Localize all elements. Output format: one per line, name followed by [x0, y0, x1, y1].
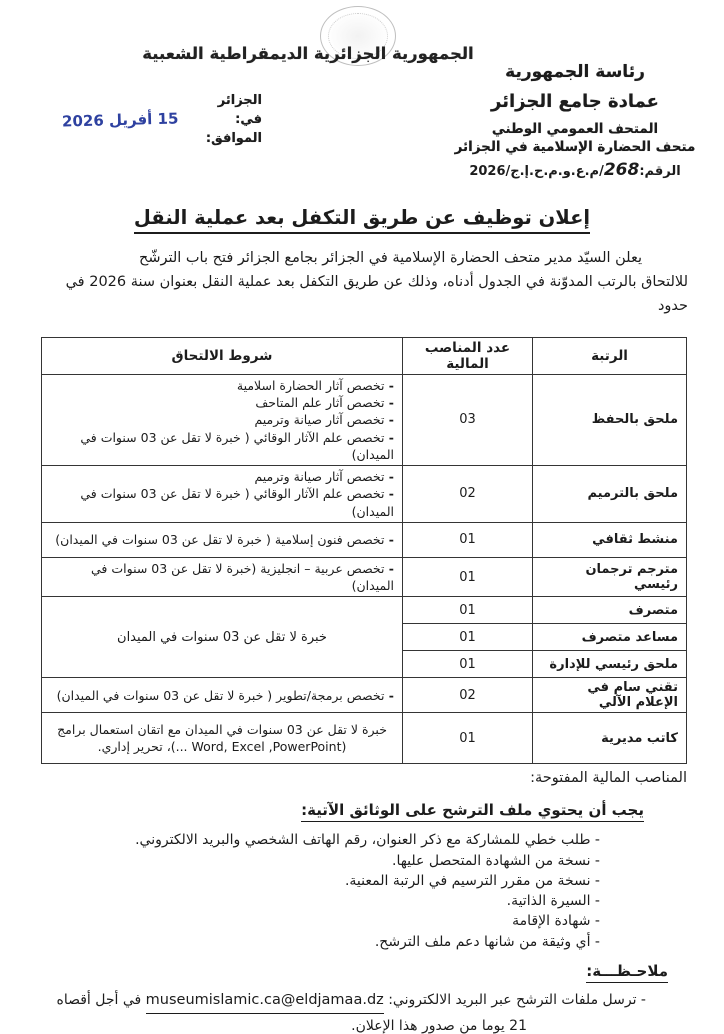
note-heading-wrap — [0, 961, 668, 983]
museum-line-1: المتحف العمومي الوطني — [491, 121, 659, 137]
reference-number-line — [450, 160, 700, 180]
conditions-cell — [42, 374, 403, 465]
open-positions-caption: المناصب المالية المفتوحة: — [530, 770, 687, 787]
note-tail: في أجل أقصاه — [56, 992, 142, 1009]
condition-item: - تخصص آثار صيانة وترميم — [50, 468, 394, 485]
table-row — [42, 466, 687, 523]
republic-title: الجمهورية الجزائرية الديمقراطية الشعبية — [142, 44, 474, 63]
conditions-cell — [42, 522, 403, 557]
table-header-row — [42, 337, 687, 374]
rank-cell: تقني سام في الإعلام الآلي — [533, 678, 687, 713]
rank-cell: منشط ثقافي — [533, 522, 687, 557]
documents-list — [36, 830, 600, 952]
condition-item: - تخصص علم الآثار الوقائي ( خبرة لا تقل عن 03 سنوات في الميدان) — [50, 485, 394, 520]
mosque-deanship-line: عمادة جامع الجزائر — [491, 91, 659, 112]
note-continuation: 21 يوما من صدور هذا الإعلان. — [351, 1017, 527, 1034]
condition-item: - تخصص آثار صيانة وترميم — [50, 411, 394, 428]
note-heading: ملاحـظـــة: — [586, 962, 668, 983]
museum-line-2: متحف الحضارة الإسلامية في الجزائر — [454, 139, 696, 155]
document-item: - أي وثيقة من شانها دعم ملف الترشح. — [36, 932, 600, 952]
place-date-block — [62, 92, 262, 149]
count-cell: 01 — [403, 713, 533, 764]
issuer-block — [450, 62, 700, 180]
note-lead: ترسل ملفات الترشح عبر البريد الالكتروني: — [388, 992, 637, 1009]
rank-cell: ملحق بالترميم — [533, 466, 687, 523]
title-wrap — [0, 206, 724, 234]
document-item: - شهادة الإقامة — [36, 911, 600, 931]
document-header — [0, 0, 724, 200]
note-item — [28, 990, 646, 1014]
condition-item: - تخصص عربية – انجليزية (خبرة لا تقل عن 03 سنوات في الميدان) — [50, 560, 394, 595]
conditions-cell — [42, 678, 403, 713]
condition-item: - تخصص فنون إسلامية ( خبرة لا تقل عن 03 سنوات في الميدان) — [50, 531, 394, 548]
corresponding-label: الموافق: — [205, 130, 262, 146]
rank-cell: كاتب مديرية — [533, 713, 687, 764]
rank-cell: متصرف — [533, 597, 687, 624]
ref-suffix: /م.ع.و.م.ح.إ.ج/2026 — [469, 164, 604, 179]
conditions-cell — [42, 557, 403, 597]
merged-condition-cell: خبرة لا تقل عن 03 سنوات في الميدان — [42, 597, 403, 678]
ref-prefix: الرقم: — [639, 164, 681, 179]
conditions-cell — [42, 466, 403, 523]
table-row — [42, 522, 687, 557]
rank-cell: مساعد متصرف — [533, 624, 687, 651]
header-count: عدد المناصب المالية — [403, 337, 533, 374]
rank-cell: مترجم ترجمان رئيسي — [533, 557, 687, 597]
handwritten-date-stamp: 15 أفريل 2026 — [61, 109, 179, 131]
count-cell: 03 — [403, 374, 533, 465]
ref-handwritten-number: 268 — [603, 160, 640, 180]
count-cell: 01 — [403, 597, 533, 624]
document-item: - نسخة من الشهادة المتحصل عليها. — [36, 851, 600, 871]
rank-cell: ملحق رئيسي للإدارة — [533, 651, 687, 678]
count-cell: 01 — [403, 522, 533, 557]
email-link[interactable]: museumislamic.ca@eldjamaa.dz — [146, 990, 384, 1014]
count-cell: 01 — [403, 557, 533, 597]
header-conditions: شروط الالتحاق — [42, 337, 403, 374]
table-row — [42, 678, 687, 713]
table-row — [42, 374, 687, 465]
table-row — [42, 597, 687, 624]
announcement-title: إعلان توظيف عن طريق التكفل بعد عملية النقل — [134, 206, 590, 234]
table-row — [42, 713, 687, 764]
intro-paragraph — [34, 247, 688, 319]
place-label: الجزائر في: — [217, 93, 262, 127]
count-cell: 02 — [403, 678, 533, 713]
documents-heading: يجب أن يحتوي ملف الترشح على الوثائق الآتية: — [301, 801, 644, 822]
count-cell: 01 — [403, 651, 533, 678]
presidency-line: رئاسة الجمهورية — [505, 62, 645, 82]
condition-item: - تخصص برمجة/تطوير ( خبرة لا تقل عن 03 سنوات في الميدان) — [50, 687, 394, 704]
documents-heading-wrap — [0, 800, 644, 822]
document-item: - طلب خطي للمشاركة مع ذكر العنوان، رقم الهاتف الشخصي والبريد الالكتروني. — [36, 830, 600, 850]
condition-item: - تخصص آثار الحضارة اسلامية — [50, 377, 394, 394]
count-cell: 01 — [403, 624, 533, 651]
date-labels — [188, 92, 262, 149]
intro-line-1: يعلن السيّد مدير متحف الحضارة الإسلامية في الجزائر بجامع الجزائر فتح باب الترشّح — [138, 250, 642, 266]
document-item: - نسخة من مقرر الترسيم في الرتبة المعنية. — [36, 871, 600, 891]
condition-item: - تخصص علم الآثار الوقائي ( خبرة لا تقل عن 03 سنوات في الميدان) — [50, 429, 394, 464]
rank-cell: ملحق بالحفظ — [533, 374, 687, 465]
document-item: - السيرة الذاتية. — [36, 891, 600, 911]
table-row — [42, 557, 687, 597]
count-cell: 02 — [403, 466, 533, 523]
intro-line-2: للالتحاق بالرتب المدوّنة في الجدول أدناه، وذلك عن طريق التكفل بعد عملية النقل بعنوان سنة 2026 في حدود — [65, 273, 688, 314]
header-rank: الرتبة — [533, 337, 687, 374]
positions-table — [41, 337, 687, 765]
condition-item: - تخصص آثار علم المتاحف — [50, 394, 394, 411]
conditions-cell: خبرة لا تقل عن 03 سنوات في الميدان مع اتقان استعمال برامج (Word, Excel ,PowerPoint ...)، تحرير إداري. — [42, 713, 403, 764]
